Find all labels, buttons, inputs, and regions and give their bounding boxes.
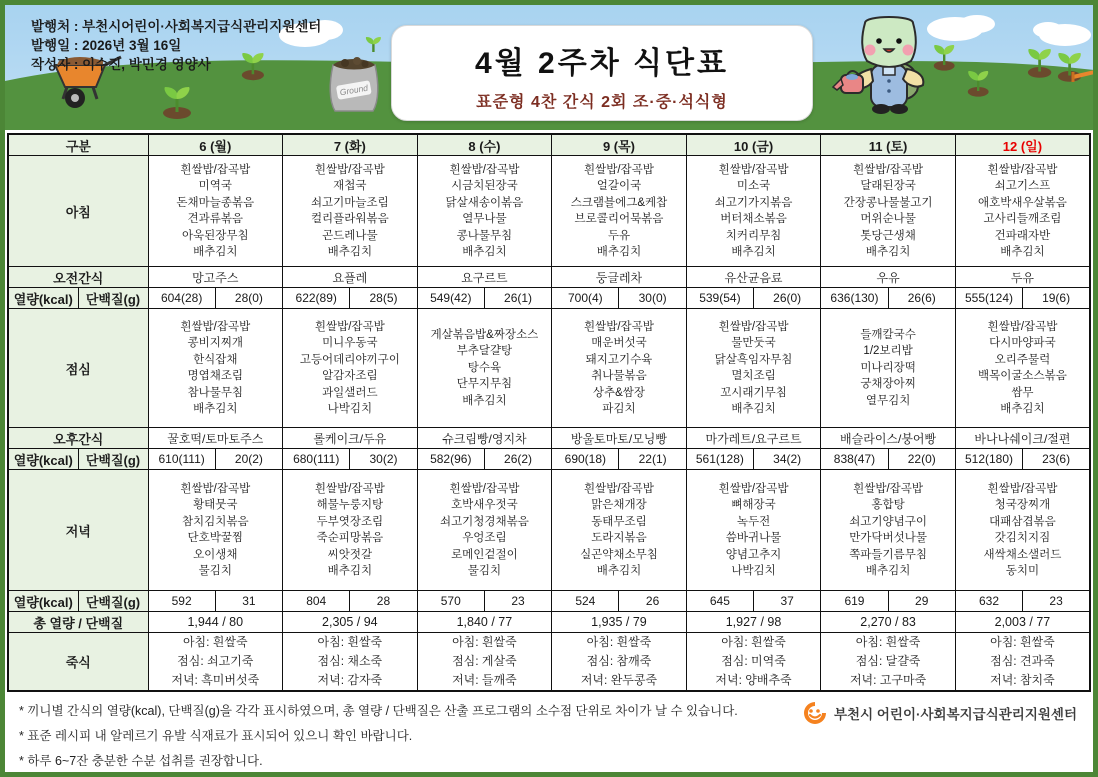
lunch_energy-value: 23(6) [1023,449,1090,470]
dinner_energy-value: 619 [821,591,888,612]
issue-date-line: 발행일 : 2026년 3월 16일 [31,38,182,53]
pm_snack-cell: 꿀호떡/토마토주스 [148,428,283,449]
breakfast_energy-value: 549(42) [417,288,484,309]
footer-notes [5,692,1093,769]
lunch-energy-row [8,449,1090,470]
lunch-cell: 흰쌀밥/잡곡밥 콩비지찌개 한식잡채 명엽채조림 참나물무침 배추김치 [148,309,283,428]
breakfast_energy-value: 26(1) [484,288,551,309]
am_snack-cell: 두유 [955,267,1090,288]
lunch_energy-value: 26(2) [484,449,551,470]
dinner_energy-value: 804 [283,591,350,612]
porridge-row [8,633,1090,692]
dinner-cell: 흰쌀밥/잡곡밥 호박새우젓국 쇠고기청경채볶음 우엉조림 로메인겉절이 물김치 [417,470,552,591]
porridge-cell: 아침: 흰쌀죽 점심: 쇠고기죽 저녁: 흑미버섯죽 [148,633,283,692]
dinner_energy-value: 37 [754,591,821,612]
note-line: * 하루 6~7잔 충분한 수분 섭취를 권장합니다. [19,754,263,768]
lunch_energy-value: 22(0) [888,449,955,470]
protein-label: 단백질(g) [78,288,148,309]
pm_snack-cell: 롤케이크/두유 [283,428,418,449]
lunch_energy-value: 20(2) [215,449,282,470]
page-subtitle: 표준형 4찬 간식 2회 조·중·석식형 [476,94,728,111]
am_snack-cell: 요구르트 [417,267,552,288]
total-cell: 2,270 / 83 [821,612,956,633]
lunch_energy-value: 22(1) [619,449,686,470]
breakfast-cell: 흰쌀밥/잡곡밥 쇠고기스프 애호박새우살볶음 고사리들깨조림 건파래자반 배추김치 [955,156,1090,267]
dinner-cell: 흰쌀밥/잡곡밥 청국장찌개 대패삼겹볶음 갓김치지짐 새싹채소샐러드 동치미 [955,470,1090,591]
dinner_energy-value: 29 [888,591,955,612]
lunch-cell: 들깨칼국수 1/2보리밥 미나리장떡 궁채장아찌 열무김치 [821,309,956,428]
breakfast_energy-value: 539(54) [686,288,753,309]
breakfast_energy-value: 26(6) [888,288,955,309]
day-header: 9 (목) [552,134,687,156]
lunch-cell: 흰쌀밥/잡곡밥 미니우동국 고등어데리야끼구이 알감자조림 과일샐러드 나박김치 [283,309,418,428]
lunch_energy-value: 838(47) [821,449,888,470]
breakfast_energy-value: 622(89) [283,288,350,309]
sprout-icon [934,45,955,71]
breakfast-row [8,156,1090,267]
banner [5,5,1093,130]
note-line: * 표준 레시피 내 알레르기 유발 식재료가 표시되어 있으니 확인 바랍니다. [19,729,413,743]
protein-label: 단백질(g) [78,449,148,470]
am_snack-cell: 요플레 [283,267,418,288]
lunch_energy-value: 610(111) [148,449,215,470]
lunch_energy-value: 680(111) [283,449,350,470]
breakfast-cell: 흰쌀밥/잡곡밥 달래된장국 간장콩나물불고기 머위순나물 톳당근생채 배추김치 [821,156,956,267]
dinner_energy-value: 570 [417,591,484,612]
dinner_energy-value: 23 [484,591,551,612]
breakfast-cell: 흰쌀밥/잡곡밥 미소국 쇠고기가지볶음 버터채소볶음 치커리무침 배추김치 [686,156,821,267]
porridge-cell: 아침: 흰쌀죽 점심: 달걀죽 저녁: 고구마죽 [821,633,956,692]
breakfast-label: 아침 [8,156,148,267]
center-logo [802,700,1077,726]
am_snack-cell: 우유 [821,267,956,288]
porridge-cell: 아침: 흰쌀죽 점심: 게살죽 저녁: 들깨죽 [417,633,552,692]
dinner-cell: 흰쌀밥/잡곡밥 맑은채개장 동태무조림 도라지볶음 실곤약채소무침 배추김치 [552,470,687,591]
total-cell: 2,003 / 77 [955,612,1090,633]
day-header: 6 (월) [148,134,283,156]
dinner_energy-value: 31 [215,591,282,612]
pm_snack-cell: 방울토마토/모닝빵 [552,428,687,449]
day-header: 8 (수) [417,134,552,156]
breakfast_energy-value: 555(124) [955,288,1022,309]
am-snack-label: 오전간식 [8,267,148,288]
total-cell: 1,935 / 79 [552,612,687,633]
porridge-cell: 아침: 흰쌀죽 점심: 참깨죽 저녁: 완두콩죽 [552,633,687,692]
dinner_energy-value: 645 [686,591,753,612]
dinner-row [8,470,1090,591]
dinner-cell: 흰쌀밥/잡곡밥 해물누룽지탕 두부엿장조림 죽순피망볶음 씨앗젓갈 배추김치 [283,470,418,591]
breakfast-cell: 흰쌀밥/잡곡밥 얼갈이국 스크램블에그&케찹 브로콜리어묵볶음 두유 배추김치 [552,156,687,267]
dinner_energy-value: 26 [619,591,686,612]
total-cell: 2,305 / 94 [283,612,418,633]
breakfast-cell: 흰쌀밥/잡곡밥 재첩국 쇠고기마늘조림 컬리플라워볶음 곤드레나물 배추김치 [283,156,418,267]
porridge-cell: 아침: 흰쌀죽 점심: 미역죽 저녁: 양배추죽 [686,633,821,692]
am-snack-row [8,267,1090,288]
breakfast_energy-value: 636(130) [821,288,888,309]
category-header: 구분 [8,134,148,156]
breakfast_energy-value: 28(0) [215,288,282,309]
breakfast_energy-value: 19(6) [1023,288,1090,309]
breakfast_energy-value: 604(28) [148,288,215,309]
dinner-cell: 흰쌀밥/잡곡밥 황태뭇국 참치김치볶음 단호박꿀찜 오이생채 물김치 [148,470,283,591]
table-header-row [8,134,1090,156]
lunch-cell: 흰쌀밥/잡곡밥 매운버섯국 돼지고기수육 취나물볶음 상추&쌈장 파김치 [552,309,687,428]
lunch_energy-value: 690(18) [552,449,619,470]
day-header: 10 (금) [686,134,821,156]
dinner_energy-value: 23 [1023,591,1090,612]
title-card [391,25,813,121]
dinner-label: 저녁 [8,470,148,591]
bag-label: Ground [338,82,369,98]
smiley-icon [802,700,828,726]
energy-label: 열량(kcal) [8,288,78,309]
lunch-label: 점심 [8,309,148,428]
lunch_energy-value: 561(128) [686,449,753,470]
lunch-row [8,309,1090,428]
pm_snack-cell: 바나나쉐이크/절편 [955,428,1090,449]
total-cell: 1,927 / 98 [686,612,821,633]
breakfast-cell: 흰쌀밥/잡곡밥 시금치된장국 닭살새송이볶음 열무나물 콩나물무침 배추김치 [417,156,552,267]
lunch_energy-value: 582(96) [417,449,484,470]
breakfast_energy-value: 26(0) [754,288,821,309]
day-header: 11 (토) [821,134,956,156]
lunch_energy-value: 34(2) [754,449,821,470]
dinner_energy-value: 524 [552,591,619,612]
energy-label: 열량(kcal) [8,591,78,612]
breakfast-cell: 흰쌀밥/잡곡밥 미역국 돈채마늘종볶음 견과류볶음 아욱된장무침 배추김치 [148,156,283,267]
porridge-cell: 아침: 흰쌀죽 점심: 채소죽 저녁: 감자죽 [283,633,418,692]
total-label: 총 열량 / 단백질 [8,612,148,633]
lunch-cell: 게살볶음밥&짜장소스 부추달걀탕 탕수육 단무지무침 배추김치 [417,309,552,428]
pm_snack-cell: 마가레트/요구르트 [686,428,821,449]
am_snack-cell: 망고주스 [148,267,283,288]
porridge-label: 죽식 [8,633,148,692]
dinner-cell: 흰쌀밥/잡곡밥 뼈해장국 녹두전 씀바귀나물 양념고추지 나박김치 [686,470,821,591]
pm-snack-label: 오후간식 [8,428,148,449]
publisher-line: 발행처 : 부천시어린이·사회복지급식관리지원센터 [31,19,322,34]
am_snack-cell: 유산균음료 [686,267,821,288]
pm-snack-row [8,428,1090,449]
protein-label: 단백질(g) [78,591,148,612]
day-header: 12 (일) [955,134,1090,156]
dinner_energy-value: 592 [148,591,215,612]
soil-bag-icon [330,37,381,111]
day-header: 7 (화) [283,134,418,156]
total-cell: 1,840 / 77 [417,612,552,633]
lunch-cell: 흰쌀밥/잡곡밥 물만둣국 닭살흑임자무침 멸치조림 꼬시래기무침 배추김치 [686,309,821,428]
menu-table [7,133,1091,692]
breakfast_energy-value: 700(4) [552,288,619,309]
total-row [8,612,1090,633]
pm_snack-cell: 배슬라이스/붕어빵 [821,428,956,449]
dinner_energy-value: 28 [350,591,417,612]
author-line: 작성자 : 이수진, 박민경 영양사 [31,57,211,72]
pm_snack-cell: 슈크림빵/영지차 [417,428,552,449]
breakfast_energy-value: 30(0) [619,288,686,309]
page-title: 4월 2주차 식단표 [475,47,729,80]
porridge-cell: 아침: 흰쌀죽 점심: 견과죽 저녁: 참치죽 [955,633,1090,692]
meta-block [31,17,321,74]
am_snack-cell: 둥글레차 [552,267,687,288]
breakfast-energy-row [8,288,1090,309]
lunch_energy-value: 30(2) [350,449,417,470]
energy-label: 열량(kcal) [8,449,78,470]
sprout-icon [1028,49,1051,78]
total-cell: 1,944 / 80 [148,612,283,633]
dinner_energy-value: 632 [955,591,1022,612]
lunch_energy-value: 512(180) [955,449,1022,470]
note-line: * 끼니별 간식의 열량(kcal), 단백질(g)을 각각 표시하였으며, 총 열량 / 단백질은 산출 프로그램의 소수점 단위로 차이가 날 수 있습니다. [19,704,738,718]
logo-text: 부천시 어린이·사회복지급식관리지원센터 [834,707,1077,722]
lunch-cell: 흰쌀밥/잡곡밥 다시마양파국 오리주물럭 백목이굴소스볶음 쌈무 배추김치 [955,309,1090,428]
dinner-cell: 흰쌀밥/잡곡밥 홍합탕 쇠고기양념구이 만가닥버섯나물 쪽파들기름무침 배추김치 [821,470,956,591]
dinner-energy-row [8,591,1090,612]
breakfast_energy-value: 28(5) [350,288,417,309]
